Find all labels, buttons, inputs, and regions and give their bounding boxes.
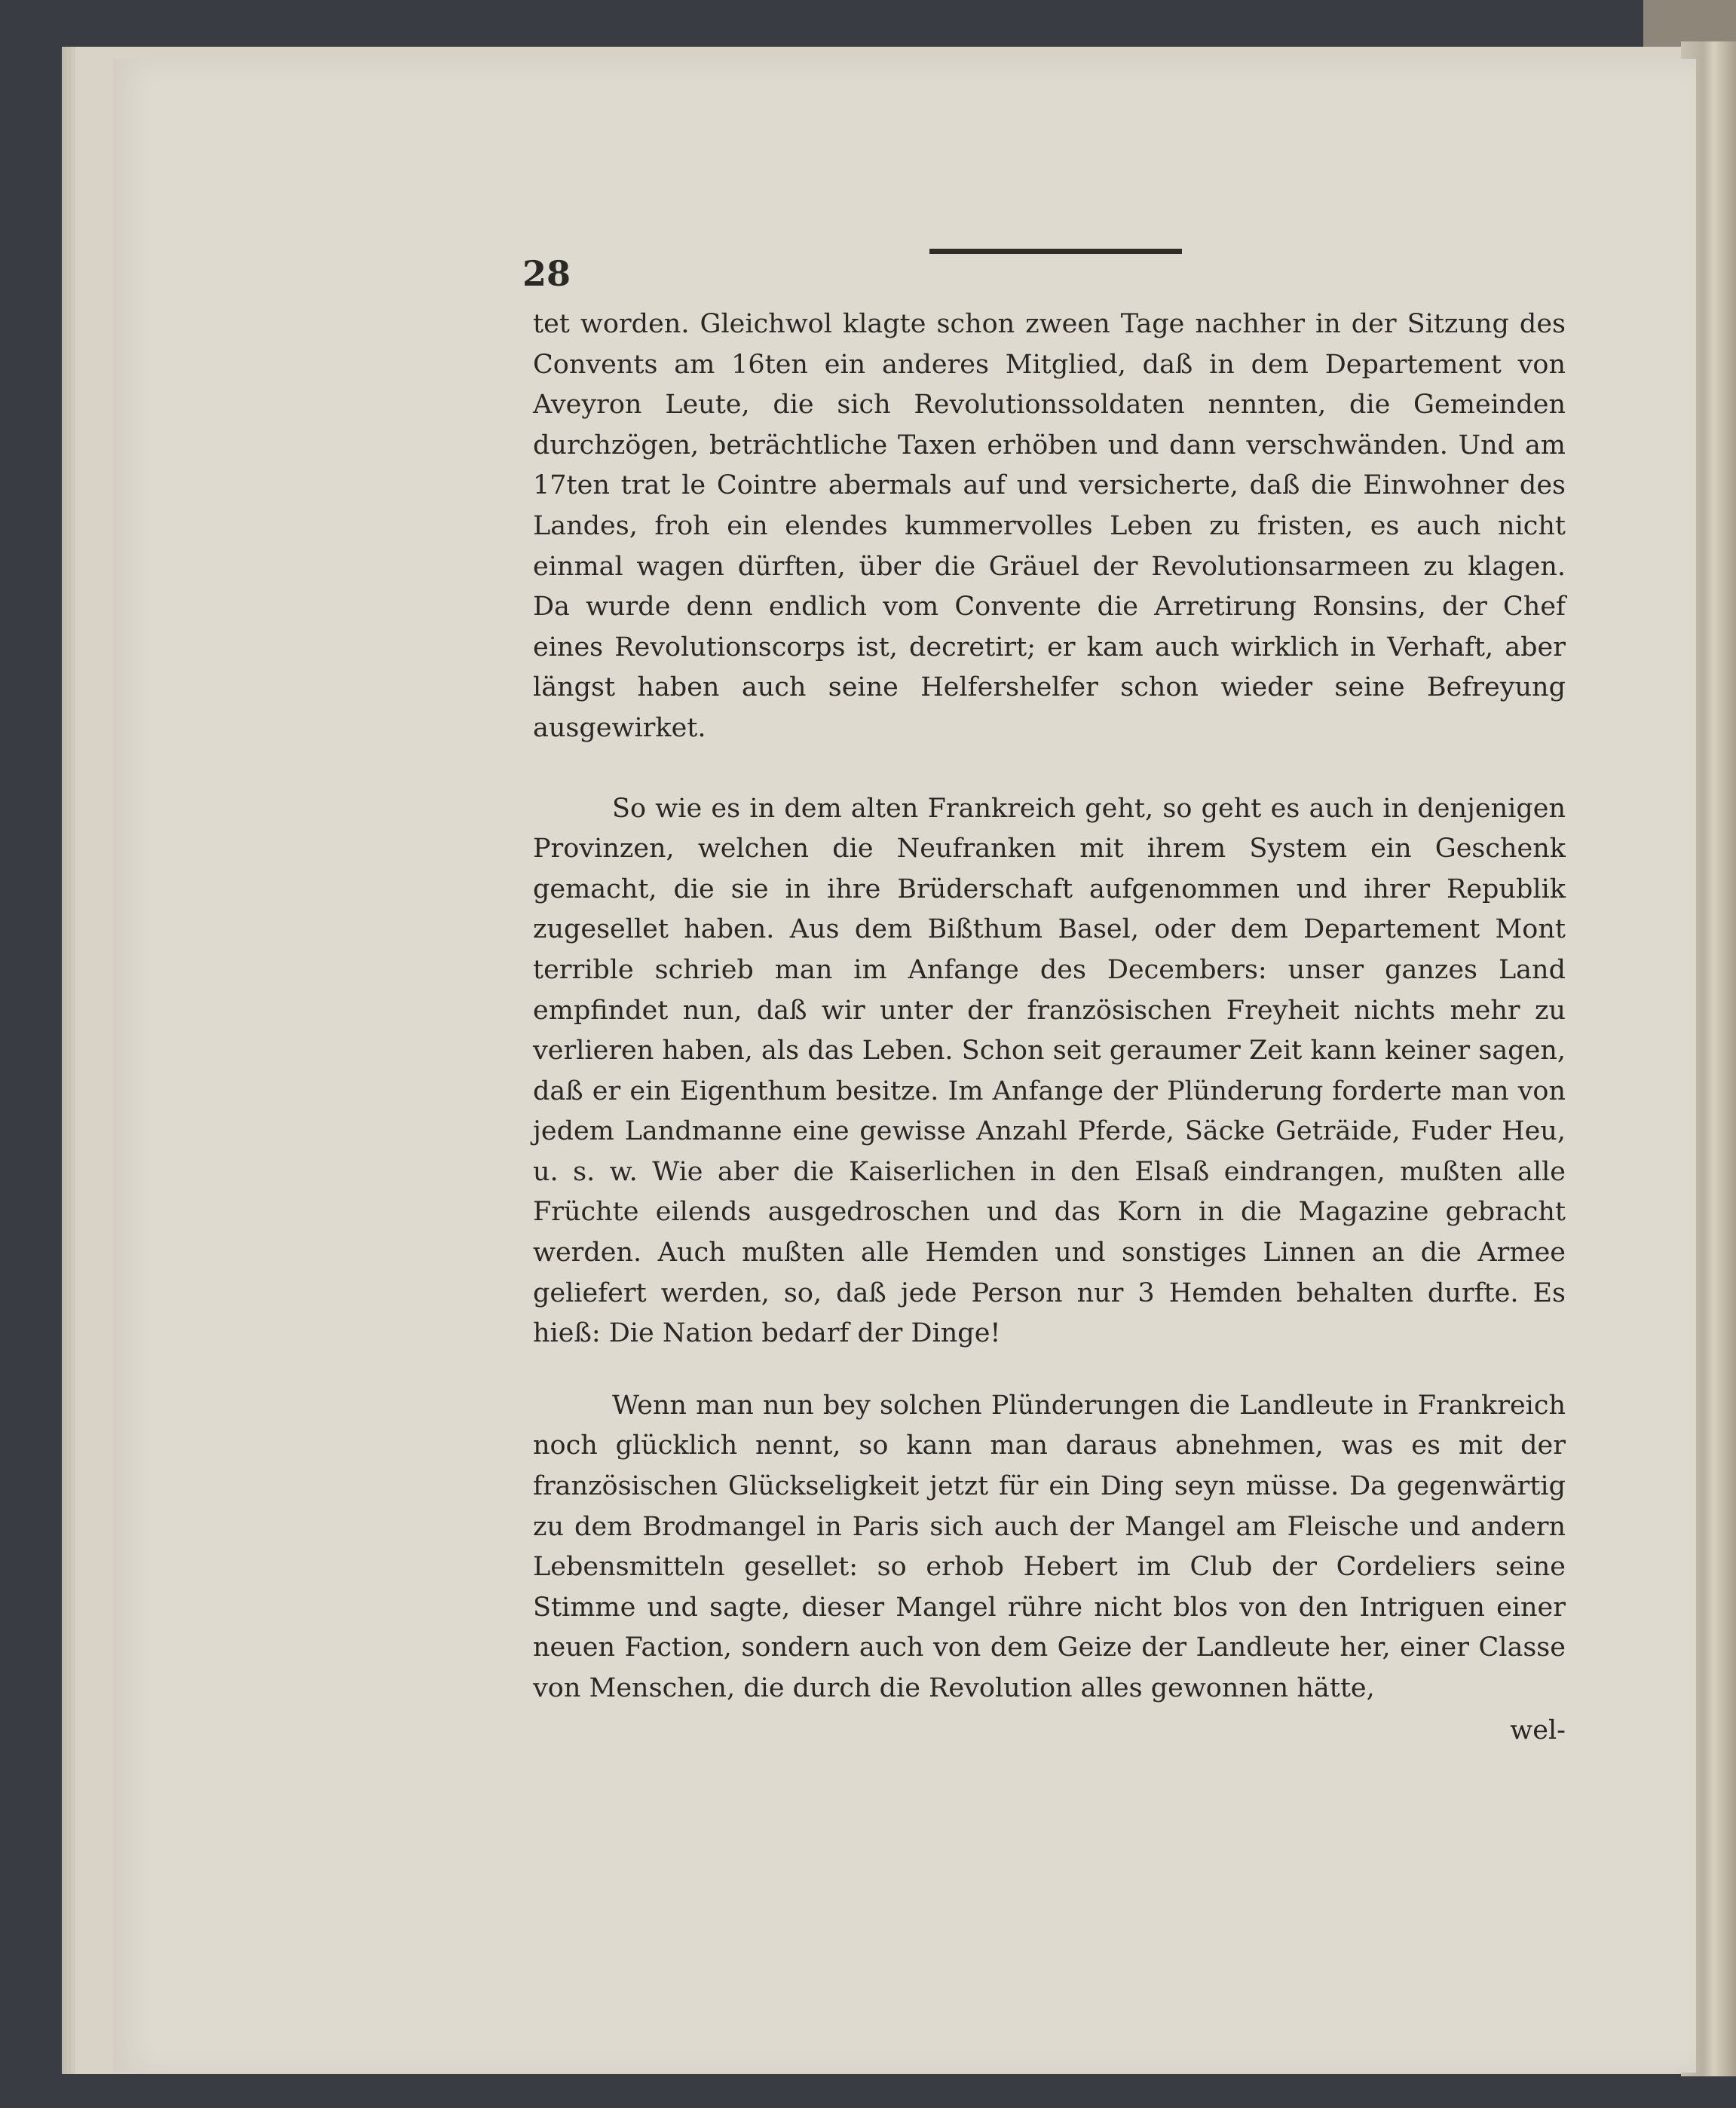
paragraph-2: So wie es in dem alten Frankreich geht, so geht es auch in denjenigen Provinzen, welchen die Neufranken mit ihrem System ein Geschenk gemacht, die sie in ihre Brüderschaft aufgenommen und ihrer Republik zugesellet haben. Aus dem Bißthum Basel, oder dem Departement Mont terrible schrieb man im Anfange des Decembers: unser ganzes Land empfindet nun, daß wir unter der französischen Freyheit nichts mehr zu verlieren haben, als das Leben. Schon seit geraumer Zeit kann keiner sagen, daß er ein Eigenthum besitze. Im Anfange der Plünderung forderte man von jedem Landmanne eine gewisse Anzahl Pferde, Säcke Geträide, Fuder Heu, u. s. w. Wie aber die Kaiserlichen in den Elsaß eindrangen, mußten alle Früchte eilends ausgedroschen und das Korn in die Magazine gebracht werden. Auch mußten alle Hemden und sonstiges Linnen an die Armee geliefert werden, so, daß jede Person nur 3 Hemden behalten durfte. Es hieß: Die Nation bedarf der Dinge!: [533, 793, 1566, 1349]
page-body-text: [533, 304, 1566, 1745]
page-number: 28: [522, 253, 571, 294]
paragraph-1: tet worden. Gleichwol klagte schon zween Tage nachher in der Sitzung des Convents am 16ten ein anderes Mitglied, daß in dem Departement von Aveyron Leute, die sich Revolutionssoldaten nennten, die Gemeinden durchzögen, beträchtliche Taxen erhöben und dann verschwänden. Und am 17ten trat le Cointre abermals auf und versicherte, daß die Einwohner des Landes, froh ein elendes kummervolles Leben zu fristen, es auch nicht einmal wagen dürften, über die Gräuel der Revolutionsarmeen zu klagen. Da wurde denn endlich vom Convente die Arretirung Ronsins, der Chef eines Revolutionscorps ist, decretirt; er kam auch wirklich in Verhaft, aber längst haben auch seine Helfershelfer schon wieder seine Befreyung ausgewirket.: [533, 309, 1566, 743]
paragraph-3: Wenn man nun bey solchen Plünderungen die Landleute in Frankreich noch glücklich nennt, so kann man daraus abnehmen, was es mit der französischen Glückseligkeit jetzt für ein Ding seyn müsse. Da gegenwärtig zu dem Brodmangel in Paris sich auch der Mangel am Fleische und andern Lebensmitteln gesellet: so erhob Hebert im Club der Cordeliers seine Stimme und sagte, dieser Mangel rühre nicht blos von den Intriguen einer neuen Faction, sondern auch von dem Geize der Landleute her, einer Classe von Menschen, die durch die Revolution alles gewonnen hätte,: [533, 1390, 1566, 1703]
catchword: wel-: [1510, 1715, 1566, 1745]
page-header: [522, 249, 1578, 294]
header-rule: [929, 249, 1182, 254]
